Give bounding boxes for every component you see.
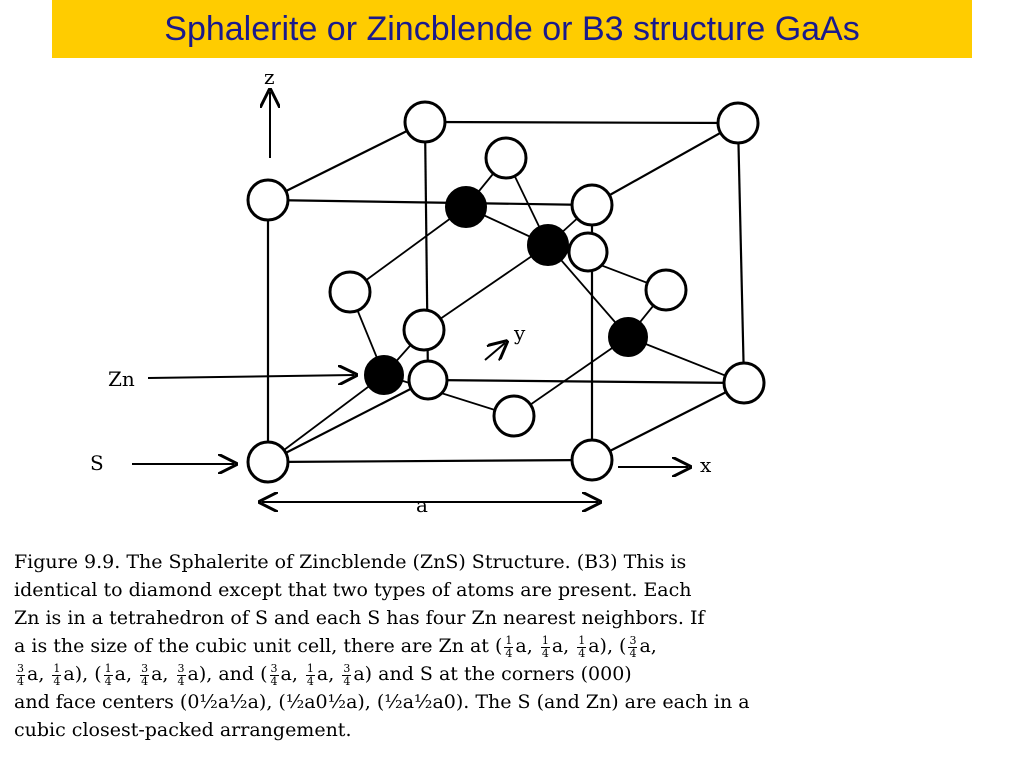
fraction-three-quarters: $\frac{3}{4}$ bbox=[17, 661, 24, 688]
title-banner bbox=[52, 0, 972, 58]
x-axis-label: x bbox=[700, 453, 712, 477]
slide-title: Sphalerite or Zincblende or B3 structure GaAs bbox=[164, 9, 860, 48]
fraction-one-quarter: $\frac{1}{4}$ bbox=[541, 633, 549, 660]
y-axis-arrow bbox=[485, 343, 505, 360]
z-axis-label: z bbox=[264, 65, 275, 89]
caption-line-4: a is the size of the cubic unit cell, there are Zn at ( $\frac{1}{4}$ a, $\frac{1}{4}$ a, $\frac{1}{4}$ a), ( $\frac{3}{4}$ a, bbox=[14, 633, 657, 660]
fraction-three-quarters: $\frac{3}{4}$ bbox=[177, 661, 185, 688]
s-label: S bbox=[90, 451, 104, 475]
fraction-one-quarter: $\frac{1}{4}$ bbox=[505, 633, 513, 660]
s-atoms bbox=[248, 102, 764, 482]
fraction-three-quarters: $\frac{3}{4}$ bbox=[141, 661, 149, 688]
caption-line-1: Figure 9.9. The Sphalerite of Zincblende (ZnS) Structure. (B3) This is bbox=[14, 551, 687, 573]
a-dimension-label: a bbox=[416, 493, 428, 517]
caption-line-6: and face centers (0½a½a), (½a0½a), (½a½a0). The S (and Zn) are each in a bbox=[14, 691, 750, 713]
zn-label: Zn bbox=[108, 367, 135, 391]
caption-line-7: cubic closest-packed arrangement. bbox=[14, 719, 352, 741]
fraction-one-quarter: $\frac{1}{4}$ bbox=[578, 633, 586, 660]
caption-line-5: $\frac{3}{4}$ a, $\frac{1}{4}$ a), ( $\frac{1}{4}$ a, $\frac{3}{4}$ a, $\frac{3}{4}$ a), and ( $\frac{3}{4}$ a, $\frac{1}{4}$ a, $\frac{3}{4}$ a) and S at the corners (000) bbox=[17, 661, 632, 688]
zincblende-diagram bbox=[0, 58, 1024, 548]
zn-pointer-arrow bbox=[148, 375, 354, 378]
caption-line-3: Zn is in a tetrahedron of S and each S has four Zn nearest neighbors. If bbox=[14, 607, 705, 629]
caption-line-2: identical to diamond except that two types of atoms are present. Each bbox=[14, 579, 692, 601]
fraction-one-quarter: $\frac{1}{4}$ bbox=[53, 661, 61, 688]
fraction-one-quarter: $\frac{1}{4}$ bbox=[306, 661, 314, 688]
y-axis-label: y bbox=[514, 321, 526, 345]
fraction-one-quarter: $\frac{1}{4}$ bbox=[104, 661, 112, 688]
fraction-three-quarters: $\frac{3}{4}$ bbox=[270, 661, 278, 688]
fraction-three-quarters: $\frac{3}{4}$ bbox=[343, 661, 351, 688]
fraction-three-quarters: $\frac{3}{4}$ bbox=[629, 633, 637, 660]
figure-caption bbox=[14, 548, 1010, 744]
